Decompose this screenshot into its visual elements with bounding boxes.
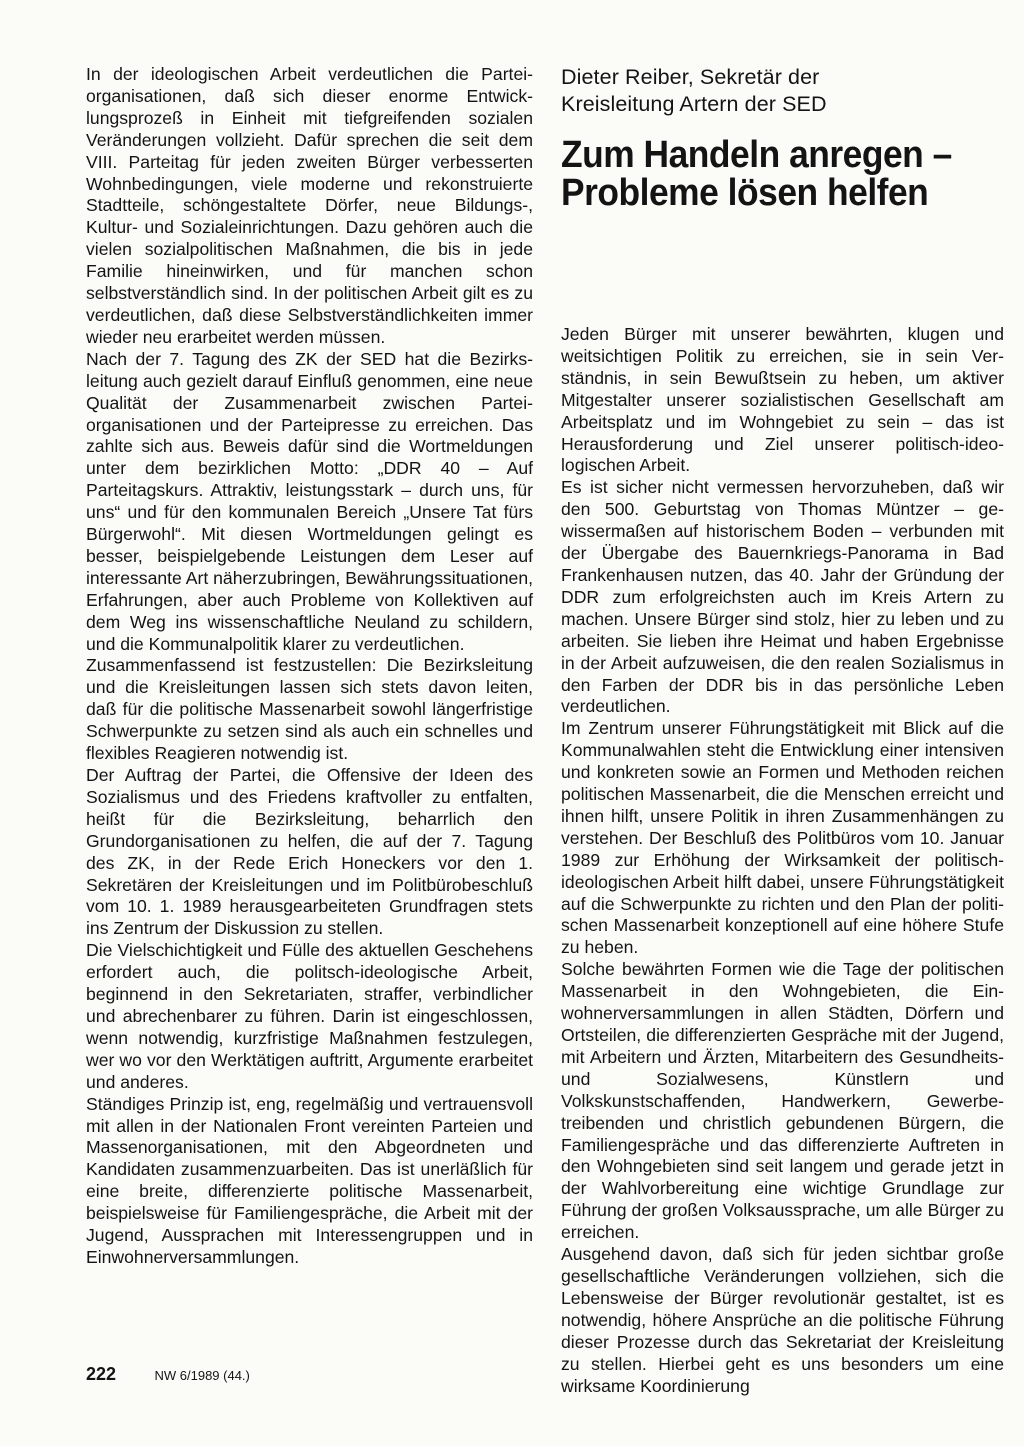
right-column: [561, 64, 1004, 1396]
left-paragraph-4: Der Auftrag der Partei, die Offensive der Ideen des Sozialismus und des Friedens kraftvoller zu entfalten, heißt für die Bezirksleitung, beharrlich den Grundorganisationen zu helfen, die auf der 7. Tagung des ZK, in der Rede Erich Honeckers vor den 1. Sekretären der Kreisleitungen und im Politbürobeschluß vom 10. 1. 1989 herausgearbeiteten Grundfragen stets ins Zentrum der Diskussion zu stellen.: [86, 765, 533, 939]
headline: [561, 136, 973, 212]
left-column: [86, 64, 533, 1269]
left-paragraph-5: Die Vielschichtigkeit und Fülle des aktuellen Geschehens erfordert auch, die politsch-ideologische Arbeit, beginnend in den Sekretariaten, straffer, verbindlicher und abrechenbarer zu führen. Darin ist eingeschlossen, wenn notwendig, kurzfristige Maßnahmen festzulegen, wer wo vor den Werktätigen auftritt, Argumente erarbeitet und anderes.: [86, 940, 533, 1092]
issue-reference: NW 6/1989 (44.): [154, 1368, 250, 1383]
left-paragraph-2: Nach der 7. Tagung des ZK der SED hat die Bezirksleitung auch gezielt darauf Einfluß genommen, eine neue Qualität der Zusammenarbeit zwischen Parteiorganisationen und der Parteipresse zu erreichen. Das zahlte sich aus. Beweis dafür sind die Wortmeldungen unter dem bezirklichen Motto: „DDR 40 – Auf Parteitagskurs. Attraktiv, leistungsstark – durch uns, für uns“ und für den kommunalen Bereich „Unsere Tat fürs Bürgerwohl“. Mit diesen Wortmeldungen gelingt es besser, beispielgebende Leistungen dem Leser auf interessante Art näherzubringen, Bewährungssituationen, Erfahrungen, aber auch Probleme von Kollektiven auf dem Weg ins wissenschaftliche Neuland zu schildern, und die Kommunalpolitik klarer zu verdeutlichen.: [86, 348, 533, 654]
right-paragraph-5: Ausgehend davon, daß sich für jeden sichtbar große gesellschaftliche Veränderungen vollziehen, sich die Lebensweise der Bürger revolutionär gestaltet, ist es notwendig, höhere Ansprüche an die politische Führung dieser Prozesse durch das Sekretariat der Kreisleitung zu stellen. Hierbei geht es uns besonders um eine wirksame Koordinierung: [561, 1244, 1004, 1396]
right-paragraph-4: Solche bewährten Formen wie die Tage der politischen Massenarbeit in den Wohngebieten, die Einwohnerversammlungen in allen Städten, Dörfern und Ortsteilen, die differenzierten Gespräche mit der Jugend, mit Arbeitern und Ärzten, Mitarbeitern des Gesundheits- und Sozialwesens, Künstlern und Volkskunstschaffenden, Handwerkern, Gewerbetreibenden und christlich gebundenen Bürgern, die Familiengespräche und das differenzierte Auftreten in den Wohngebieten sind seit langem und gerade jetzt in der Wahlvorbereitung eine wichtige Grundlage zur Führung der großen Volksaussprache, um alle Bürger zu erreichen.: [561, 959, 1004, 1243]
right-paragraph-2: Es ist sicher nicht vermessen hervorzuheben, daß wir den 500. Geburtstag von Thomas Müntzer – gewissermaßen auf historischem Boden – verbunden mit der Übergabe des Bauernkriegs-Panorama in Bad Frankenhausen nutzen, das 40. Jahr der Gründung der DDR zum erfolgreichsten auch im Kreis Artern zu machen. Unsere Bürger sind stolz, hier zu leben und zu arbeiten. Sie lieben ihre Heimat und haben Ergebnisse in der Arbeit aufzuweisen, die den realen Sozialismus in den Farben der DDR bis in das persönliche Leben verdeutlichen.: [561, 477, 1004, 717]
left-paragraph-6: Ständiges Prinzip ist, eng, regelmäßig und vertrauensvoll mit allen in der Nationalen Front vereinten Parteien und Massenorganisationen, mit den Abgeordneten und Kandidaten zusammenzuarbeiten. Das ist unerläßlich für eine breite, differenzierte politische Massenarbeit, beispielsweise für Familiengespräche, die Arbeit mit der Jugend, Aussprachen mit Interessengruppen und in Einwohnerversammlungen.: [86, 1093, 533, 1267]
left-paragraph-3: Zusammenfassend ist festzustellen: Die Bezirksleitung und die Kreisleitungen lassen sich stets davon leiten, daß für die politische Massenarbeit sowohl längerfristige Schwerpunkte zu setzen sind als auch ein schnelles und flexibles Reagieren notwendig ist.: [86, 655, 533, 764]
page-footer: [86, 1364, 250, 1385]
headline-line-1: Zum Handeln anregen –: [561, 134, 952, 176]
right-article-body: [561, 324, 1004, 1397]
page-number: 222: [86, 1364, 117, 1384]
author-line-2: Kreisleitung Artern der SED: [561, 92, 827, 116]
headline-line-2: Probleme lösen helfen: [561, 172, 929, 214]
right-paragraph-3: Im Zentrum unserer Führungstätigkeit mit Blick auf die Kommunalwahlen steht die Entwicklung einer intensiven und konkreten sowie an Formen und Methoden reichen politischen Massenarbeit, die die Menschen erreicht und ihnen hilft, unsere Politik in ihren Zusammenhängen zu verstehen. Der Beschluß des Politbüros vom 10. Januar 1989 zur Erhöhung der Wirksamkeit der politisch-ideologischen Arbeit hilft dabei, unsere Führungstätigkeit auf die Schwerpunkte zu richten und den Plan der politischen Massenarbeit konzeptionell auf eine höhere Stufe zu heben.: [561, 718, 1004, 958]
author-line-1: Dieter Reiber, Sekretär der: [561, 65, 820, 89]
article-header: [561, 64, 1004, 212]
left-paragraph-1: In der ideologischen Arbeit verdeutlichen die Parteiorganisationen, daß sich dieser enorme Entwicklungsprozeß in Einheit mit tiefgreifenden sozialen Veränderungen vollzieht. Dafür sprechen die seit dem VIII. Parteitag für jeden zweiten Bürger verbesserten Wohnbedingungen, viele moderne und rekonstruierte Stadtteile, schöngestaltete Dörfer, neue Bildungs-, Kultur- und Sozialeinrichtungen. Dazu gehören auch die vielen sozialpolitischen Maßnahmen, die bis in jede Familie hineinwirken, und für manchen schon selbstverständlich sind. In der politischen Arbeit gilt es zu verdeutlichen, daß diese Selbstverständlichkeiten immer wieder neu erarbeitet werden müssen.: [86, 64, 533, 347]
right-paragraph-1: Jeden Bürger mit unserer bewährten, klugen und weitsichtigen Politik zu erreichen, sie in sein Verständnis, in sein Bewußtsein zu heben, um aktiver Mitgestalter unserer sozialistischen Gesellschaft am Arbeitsplatz und im Wohngebiet zu sein – das ist Herausforderung und Ziel unserer politisch-ideologischen Arbeit.: [561, 324, 1004, 476]
